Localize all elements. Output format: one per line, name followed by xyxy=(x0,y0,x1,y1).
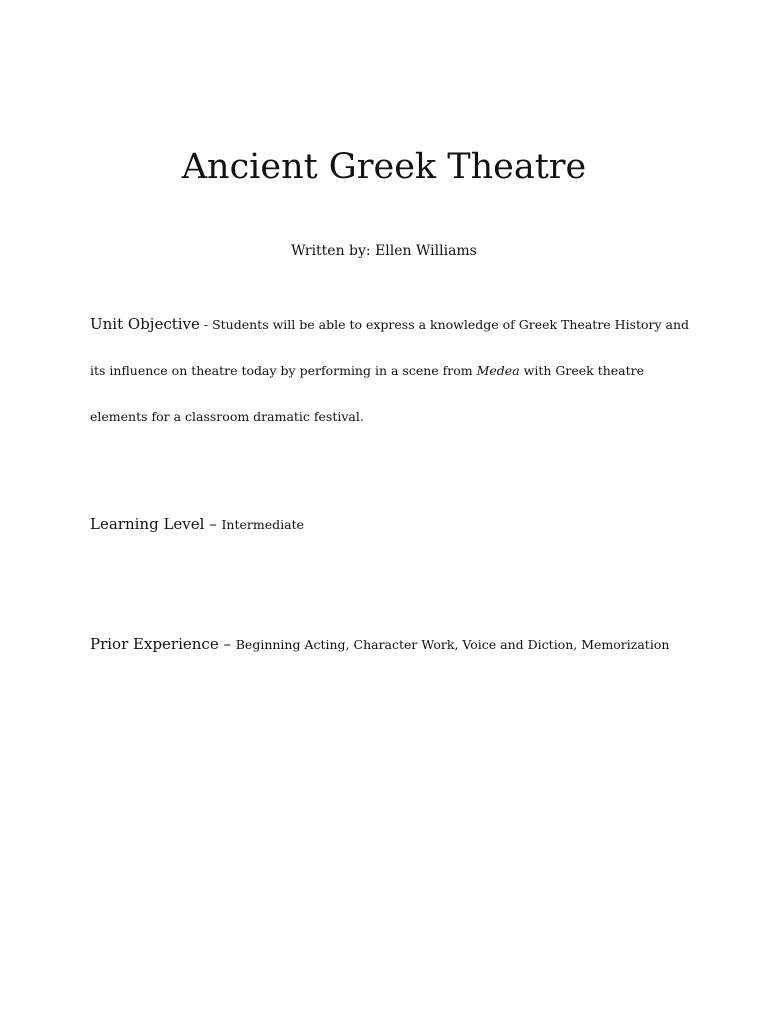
prior-experience-separator: – xyxy=(218,635,236,653)
author-line: Written by: Ellen Williams xyxy=(291,243,477,259)
prior-experience-label: Prior Experience xyxy=(90,635,219,653)
learning-level-value: Intermediate xyxy=(221,517,304,532)
document-title: Ancient Greek Theatre xyxy=(181,147,587,187)
learning-level-label: Learning Level xyxy=(90,515,205,533)
unit-objective-section xyxy=(90,302,690,440)
play-title-medea: Medea xyxy=(476,363,520,378)
unit-objective-separator: - xyxy=(199,317,213,332)
learning-level-separator: – xyxy=(204,515,222,533)
unit-objective-text-end: with Greek theatre elements for a classroom dramatic festival. xyxy=(90,363,645,424)
unit-objective-label: Unit Objective xyxy=(90,315,200,333)
prior-experience-section xyxy=(90,632,690,657)
learning-level-section xyxy=(90,512,690,537)
unit-objective-text: Students will be able to express a knowledge of Greek Theatre History and its influence on theatre today by performing in a scene from xyxy=(90,317,690,378)
prior-experience-value: Beginning Acting, Character Work, Voice and Diction, Memorization xyxy=(235,637,670,652)
